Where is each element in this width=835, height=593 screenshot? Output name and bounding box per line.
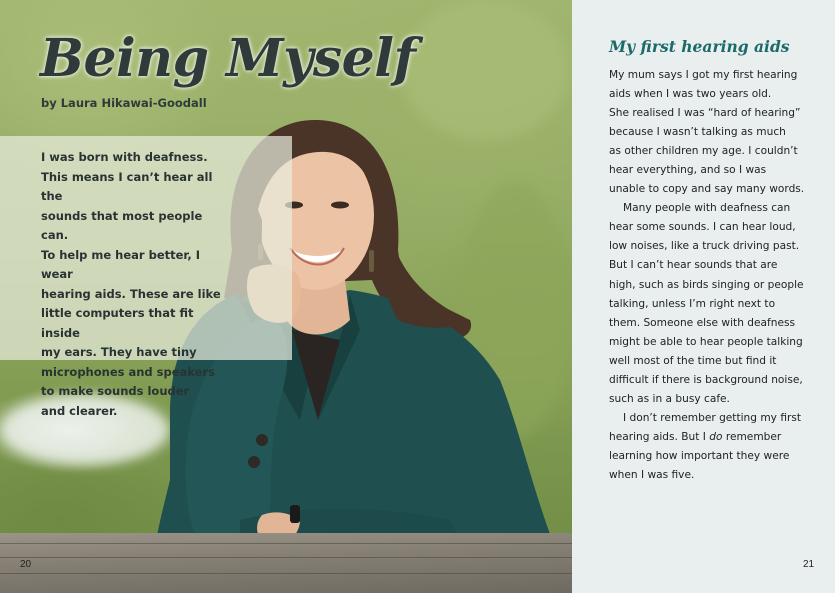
paragraph-3 <box>609 409 809 485</box>
text-line: hear everything, and so I was <box>609 164 767 177</box>
section-heading: My first hearing aids <box>609 37 790 56</box>
text-line: them. Someone else with deafness <box>609 316 796 329</box>
text-line: unable to copy and say many words. <box>609 183 805 196</box>
page-number-left: 20 <box>20 559 32 570</box>
text-line: Many people with deafness can <box>623 202 791 215</box>
text-fragment: remember <box>722 430 782 443</box>
text-line: as other children my age. I couldn’t <box>609 145 798 158</box>
right-page <box>572 0 835 593</box>
coat-button <box>256 434 268 446</box>
text-line: I don’t remember getting my first <box>623 411 802 424</box>
intro-line: my ears. They have tiny <box>41 345 197 359</box>
earring <box>369 250 374 272</box>
text-line: low noises, like a truck driving past. <box>609 240 800 253</box>
text-line: well most of the time but find it <box>609 354 777 367</box>
intro-line: sounds that most people can. <box>41 208 203 242</box>
text-line: hear some sounds. I can hear loud, <box>609 221 796 234</box>
text-line: high, such as birds singing or people <box>609 278 804 291</box>
text-line: such as in a busy cafe. <box>609 392 730 405</box>
intro-line: to make sounds louder <box>41 384 190 398</box>
page-title: Being Myself <box>40 28 416 89</box>
intro-line: To help me hear better, I wear <box>41 247 201 281</box>
paragraph-2 <box>609 199 809 409</box>
text-line: when I was five. <box>609 468 695 481</box>
watch <box>290 505 300 523</box>
text-line: aids when I was two years old. <box>609 88 772 101</box>
emphasis-text: do <box>709 430 723 443</box>
text-line: But I can’t hear sounds that are <box>609 259 778 272</box>
text-line: learning how important they were <box>609 449 790 462</box>
intro-line: I was born with deafness. <box>41 150 208 164</box>
text-line: because I wasn’t talking as much <box>609 126 786 139</box>
body-text <box>609 66 809 485</box>
text-line: My mum says I got my first hearing <box>609 69 798 81</box>
text-line: might be able to hear people talking <box>609 335 803 348</box>
intro-line: microphones and speakers <box>41 364 215 379</box>
author-byline: by Laura Hikawai-Goodall <box>41 96 207 110</box>
paragraph-1 <box>609 66 809 199</box>
page-number-right: 21 <box>803 559 815 570</box>
coat-button <box>248 456 260 468</box>
text-line: difficult if there is background noise, <box>609 373 803 386</box>
wooden-table <box>0 533 572 593</box>
text-line: talking, unless I’m right next to <box>609 297 776 310</box>
intro-line: This means I can’t hear all the <box>41 169 213 203</box>
intro-line: and clearer. <box>41 403 118 418</box>
intro-paragraph <box>41 148 231 421</box>
text-fragment: hearing aids. But I <box>609 430 710 443</box>
intro-line: little computers that fit inside <box>41 306 194 340</box>
text-line: She realised I was “hard of hearing” <box>609 107 801 120</box>
intro-line: hearing aids. These are like <box>41 286 221 301</box>
